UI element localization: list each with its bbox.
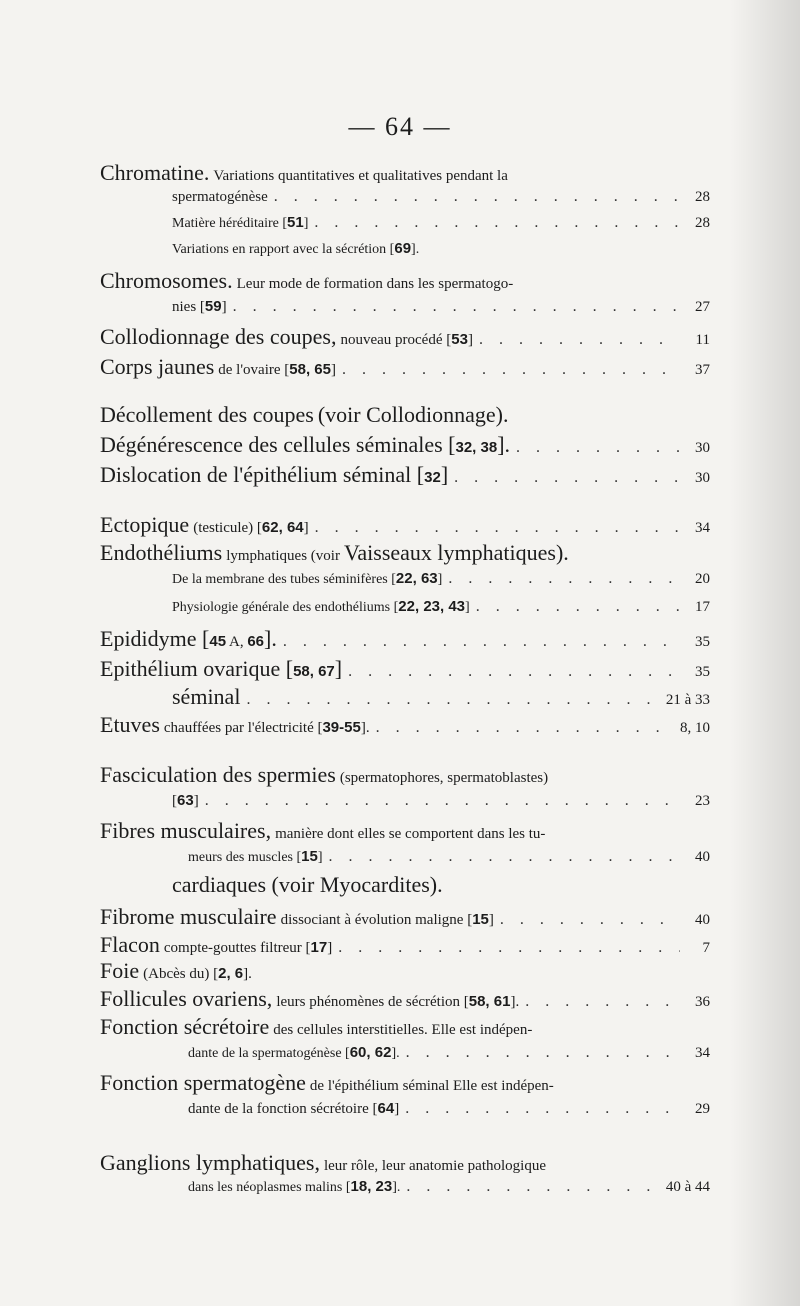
page-number: — 64 — xyxy=(348,112,452,141)
page-edge-shadow xyxy=(730,0,800,1306)
entry-seminal: séminal . . . 21 à 33 xyxy=(172,684,710,710)
entry-flacon: Flacon compte-gouttes filtreur [17] . . . 7 xyxy=(100,932,710,958)
entry-fonction-spermatogene-cont: dante de la fonction sécrétoire [64] . . . 29 xyxy=(188,1100,710,1118)
entry-endo-membrane: De la membrane des tubes séminifères [22, 63] . . . 20 xyxy=(172,570,710,588)
entry-ectopique: Ectopique (testicule) [62, 64] . . . 34 xyxy=(100,512,710,538)
entry-chromosomes-cont: nies [59] . . . 27 xyxy=(172,298,710,316)
entry-fibrome: Fibrome musculaire dissociant à évolution maligne [15] . . . 40 xyxy=(100,904,710,930)
entry-variations: Variations en rapport avec la sécrétion [69]. xyxy=(172,240,420,257)
entry-fasciculation-cont: [63] . . . 23 xyxy=(172,792,710,810)
entry-fonction-secretoire: Fonction sécrétoire des cellules interstitielles. Elle est indépen- xyxy=(100,1014,533,1039)
entry-collodionnage: Collodionnage des coupes, nouveau procédé [53] . . . 11 xyxy=(100,324,710,350)
entry-corps-jaunes: Corps jaunes de l'ovaire [58, 65] . . . 37 xyxy=(100,354,710,380)
entry-ganglions-cont: dans les néoplasmes malins [18, 23]. . . . 40 à 44 xyxy=(188,1178,710,1196)
entry-chromatine-cont: spermatogénèse . . . 28 xyxy=(172,188,710,206)
entry-cardiaques: cardiaques (voir Myocardites). xyxy=(172,872,443,897)
entry-endo-physio: Physiologie générale des endothéliums [22, 23, 43] . . . 17 xyxy=(172,598,710,616)
entry-etuves: Etuves chauffées par l'électricité [39-55]. . . . 8, 10 xyxy=(100,712,710,738)
entry-epithelium: Epithélium ovarique [58, 67] . . . 35 xyxy=(100,656,710,682)
entry-fibres-cont: meurs des muscles [15] . . . 40 xyxy=(188,848,710,866)
entry-decollement: Décollement des coupes (voir Collodionnage). xyxy=(100,402,509,427)
entry-ganglions: Ganglions lymphatiques, leur rôle, leur anatomie pathologique xyxy=(100,1150,546,1175)
entry-chromosomes: Chromosomes. Leur mode de formation dans les spermatogo- xyxy=(100,268,514,293)
entry-fonction-spermatogene: Fonction spermatogène de l'épithélium séminal Elle est indépen- xyxy=(100,1070,554,1095)
entry-degenerescence: Dégénérescence des cellules séminales [32, 38]. . . . 30 xyxy=(100,432,710,458)
entry-matiere: Matière héréditaire [51] . . . 28 xyxy=(172,214,710,232)
entry-fonction-secretoire-cont: dante de la spermatogénèse [60, 62]. . . . 34 xyxy=(188,1044,710,1062)
entry-fibres: Fibres musculaires, manière dont elles se comportent dans les tu- xyxy=(100,818,546,843)
entry-foie: Foie (Abcès du) [2, 6]. xyxy=(100,958,252,983)
entry-fasciculation: Fasciculation des spermies (spermatophores, spermatoblastes) xyxy=(100,762,549,787)
entry-dislocation: Dislocation de l'épithélium séminal [32] . . . 30 xyxy=(100,462,710,488)
entry-epididyme: Epididyme [45 A, 66]. . . . 35 xyxy=(100,626,710,652)
entry-endotheliums: Endothéliums lymphatiques (voir Vaisseaux lymphatiques). xyxy=(100,540,569,565)
entry-chromatine: Chromatine. Variations quantitatives et qualitatives pendant la xyxy=(100,160,508,185)
entry-follicules: Follicules ovariens, leurs phénomènes de sécrétion [58, 61]. . . . 36 xyxy=(100,986,710,1012)
